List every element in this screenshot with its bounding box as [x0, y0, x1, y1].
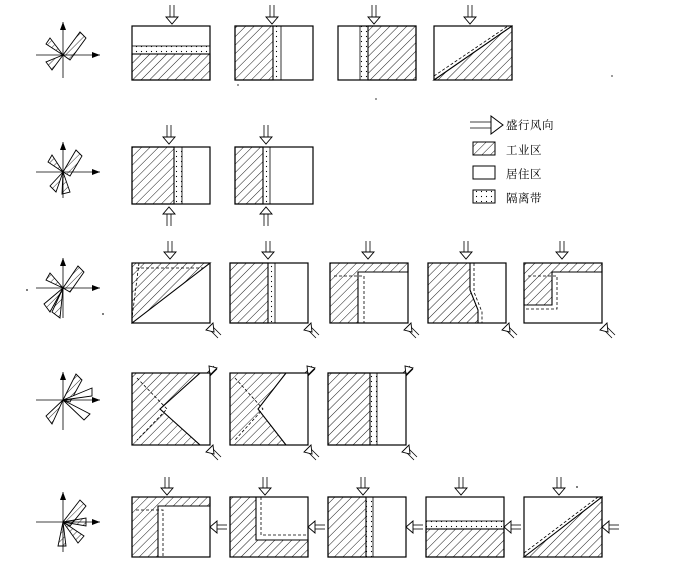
- wind-arrow-r3-p3: [362, 241, 374, 259]
- speck: [375, 98, 377, 100]
- legend-symbol-industrial-zone: [473, 142, 495, 155]
- wind-arrow-r5-p5: [553, 477, 565, 495]
- wind-arrow-r5-p4: [455, 477, 467, 495]
- wind-arrow-r3-p5: [556, 241, 568, 259]
- legend-symbol-prevailing-wind: [470, 116, 503, 134]
- panel-r3-p2: [230, 263, 308, 323]
- wind-rose-row-1: [36, 22, 100, 78]
- wind-arrow-r3-p4-sw: [502, 323, 517, 338]
- wind-rose-row-5: [36, 492, 100, 552]
- wind-arrow-r1-p3: [368, 5, 380, 24]
- panel-r3-p1: [132, 263, 210, 323]
- wind-arrow-r2-p2-top: [260, 125, 272, 144]
- wind-arrow-r1-p2: [266, 5, 278, 24]
- panel-r5-p1: [132, 497, 210, 557]
- wind-arrow-r3-p2: [262, 241, 274, 259]
- wind-rose-row-2: [36, 142, 100, 198]
- panel-r2-p2: [235, 147, 313, 204]
- panel-r5-p5: [524, 497, 602, 557]
- wind-arrow-r4-p1-sw: [206, 445, 221, 460]
- panel-r4-p3: [328, 373, 406, 445]
- wind-arrow-r5-side-5: [602, 521, 619, 533]
- speck: [576, 486, 578, 488]
- panel-r5-p4: [426, 497, 504, 557]
- legend: [470, 116, 503, 203]
- wind-arrow-r5-side-4: [504, 521, 521, 533]
- wind-rose-row-3: [36, 258, 100, 318]
- panel-r4-p2: [230, 373, 308, 445]
- panel-r1-p4: [434, 26, 512, 80]
- speck: [237, 84, 239, 86]
- panel-r1-p2: [235, 26, 313, 80]
- wind-arrow-r4-p2-sw: [304, 445, 319, 460]
- wind-arrow-r5-side-3: [406, 521, 423, 533]
- wind-arrow-r3-p3-sw: [404, 323, 419, 338]
- wind-arrow-r5-side-2: [308, 521, 325, 533]
- wind-arrow-r3-p4: [460, 241, 472, 259]
- panel-r3-p3: [330, 263, 408, 323]
- panel-r2-p1: [132, 147, 210, 204]
- legend-label-residential-zone: 居住区: [506, 167, 542, 181]
- panel-r3-p5: [524, 263, 602, 323]
- wind-arrow-r3-p5-sw: [600, 323, 615, 338]
- panel-r1-p3: [338, 26, 416, 80]
- wind-arrow-r5-p3: [357, 477, 369, 495]
- legend-symbol-residential-zone: [473, 166, 495, 179]
- wind-arrow-r1-p1: [166, 5, 178, 24]
- speck: [102, 313, 104, 315]
- wind-arrow-r3-p1: [164, 241, 176, 259]
- legend-label-industrial-zone: 工业区: [506, 143, 542, 157]
- panel-r4-p1: [132, 373, 210, 445]
- legend-label-prevailing-wind: 盛行风向: [506, 118, 554, 132]
- wind-arrow-r2-p1-top: [163, 125, 175, 144]
- wind-arrow-r5-p2: [259, 477, 271, 495]
- wind-arrow-r1-p4: [464, 5, 476, 24]
- panel-r1-p1: [132, 26, 210, 80]
- speck: [611, 75, 613, 77]
- panel-r5-p2: [230, 497, 308, 557]
- wind-arrow-r3-p2-sw: [304, 323, 319, 338]
- speck: [26, 289, 28, 291]
- wind-arrow-r4-p3-sw: [402, 445, 417, 460]
- wind-arrow-r2-p2-bottom: [260, 207, 272, 226]
- legend-label-buffer-zone: 隔离带: [506, 191, 542, 205]
- wind-arrow-r5-p1: [161, 477, 173, 495]
- wind-arrow-r2-p1-bottom: [163, 207, 175, 226]
- wind-arrow-r3-p1-sw: [206, 323, 221, 338]
- wind-rose-row-4: [36, 372, 100, 430]
- wind-arrow-r5-side-1: [210, 521, 227, 533]
- legend-symbol-buffer-zone: [473, 190, 495, 203]
- panel-r3-p4: [428, 263, 506, 323]
- panel-r5-p3: [328, 497, 406, 557]
